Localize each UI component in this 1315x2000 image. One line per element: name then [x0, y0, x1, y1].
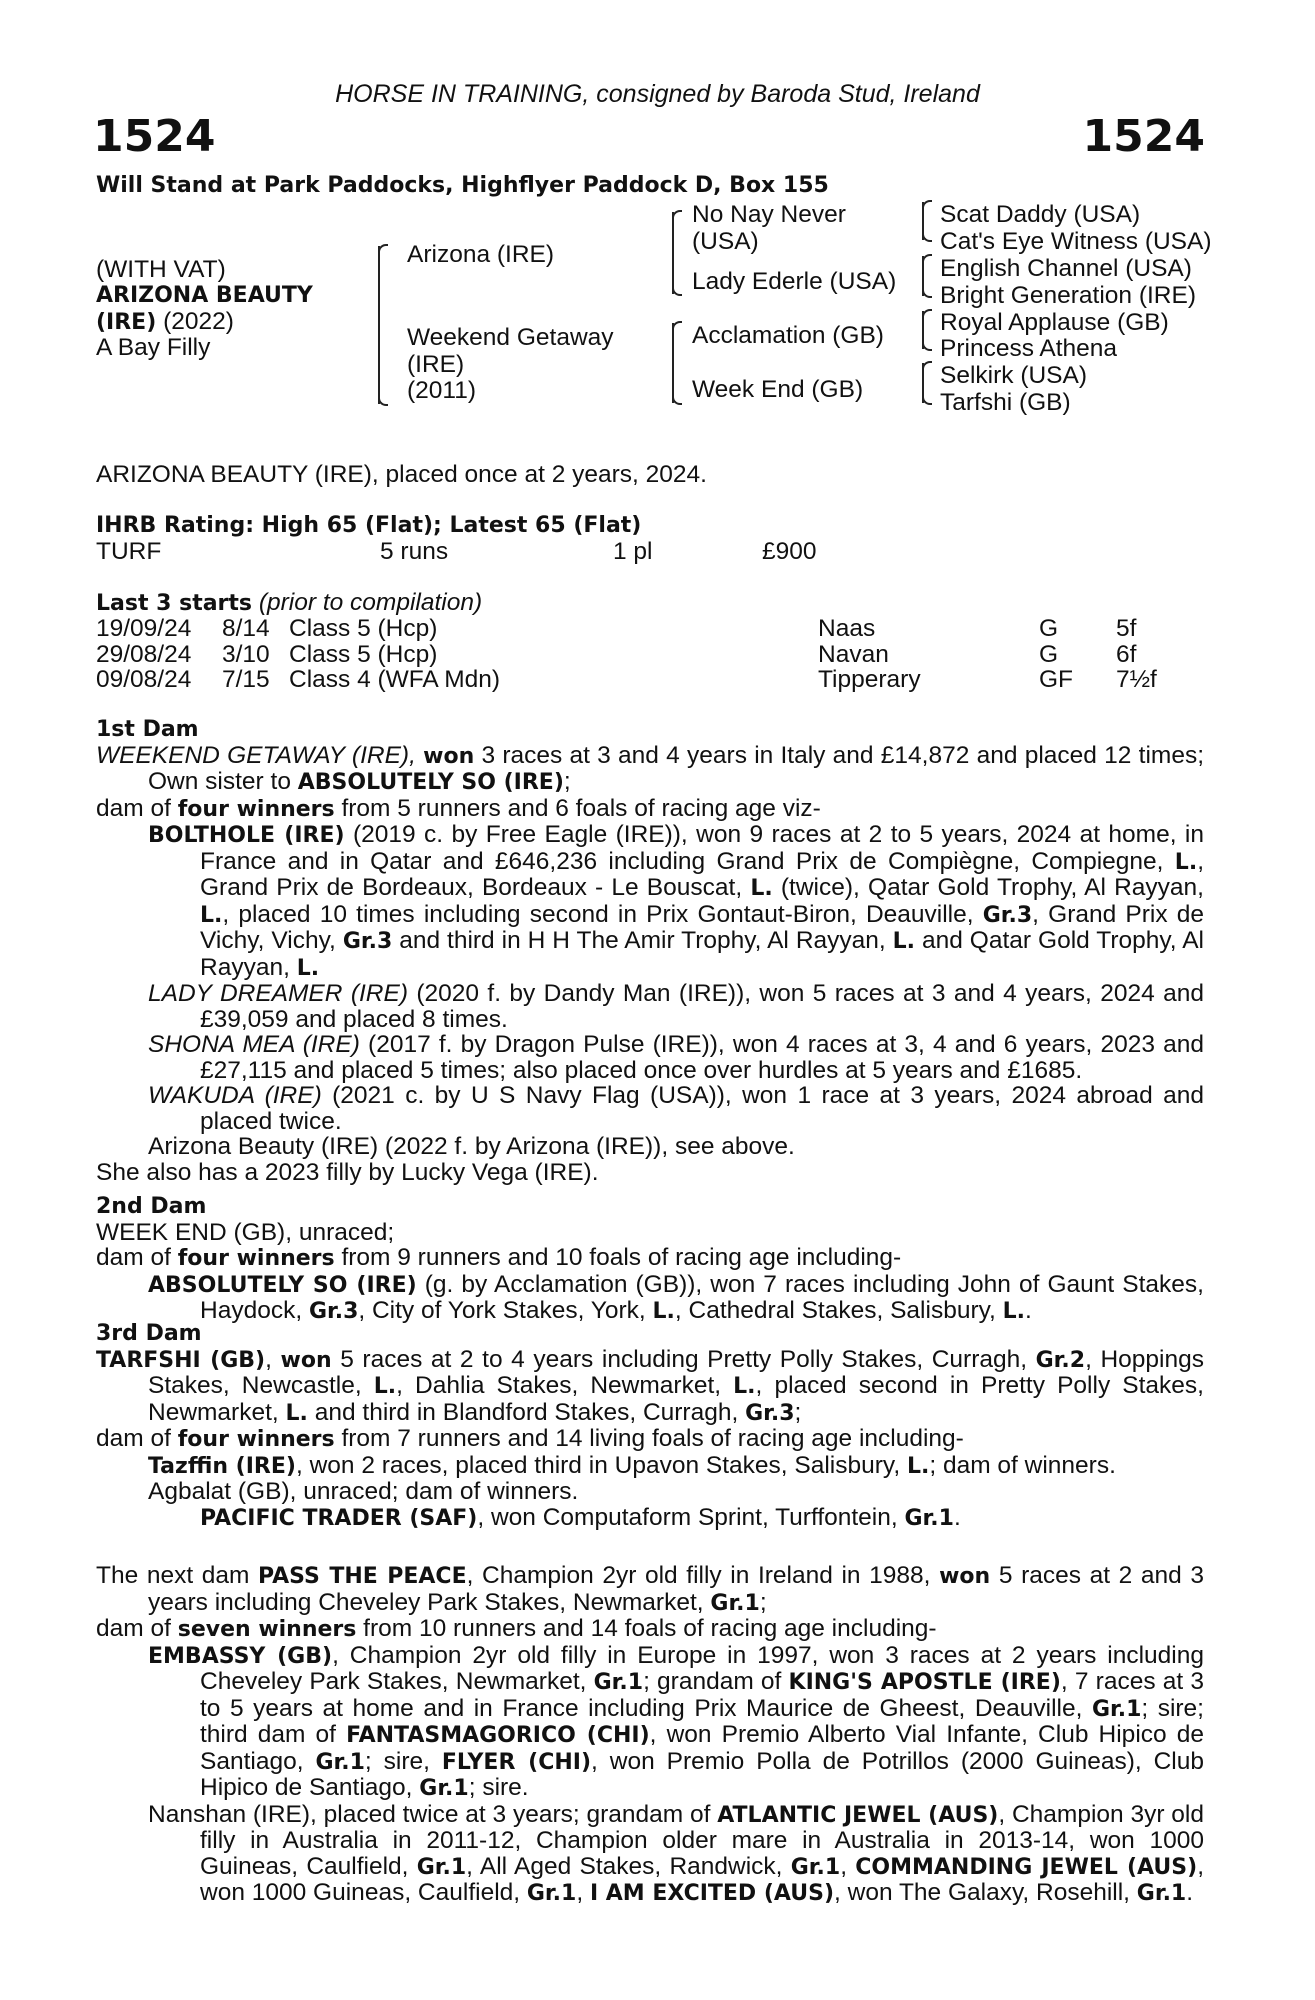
- pedigree-dss: Royal Applause (GB): [940, 309, 1169, 336]
- third-dam-section: [96, 1321, 1204, 1531]
- start-course: Tipperary: [818, 666, 921, 693]
- produce-embassy: EMBASSY (GB), Champion 2yr old filly in Europe in 1997, won 3 races at 2 years including Cheveley Park Stakes, Newmarket, Gr.1; grandam of KING'S APOSTLE (IRE), 7 races at 3 to 5 years at home and in France including Prix Maurice de Gheest, Deauville, Gr.1; sire; third dam of FANTASMAGORICO (CHI), won Premio Alberto Vial Infante, Club Hipico de Santiago, Gr.1; sire, FLYER (CHI), won Premio Polla de Potrillos (2000 Guineas), Club Hipico de Santiago, Gr.1; sire.: [148, 1641, 1205, 1801]
- last-starts-note: (prior to compilation): [258, 589, 483, 616]
- produce-wakuda: WAKUDA (IRE) (2021 c. by U S Navy Flag (USA)), won 1 race at 3 years, 2024 abroad and placed twice.: [148, 1082, 1204, 1135]
- pedigree-dsd: Princess Athena: [940, 335, 1118, 362]
- pedigree-dds: Selkirk (USA): [940, 362, 1088, 389]
- start-date: 19/09/24: [96, 615, 192, 642]
- produce-nanshan: Nanshan (IRE), placed twice at 3 years; grandam of ATLANTIC JEWEL (AUS), Champion 3yr old filly in Australia in 2011-12, Champion older mare in Australia in 2013-14, won 1000 Guineas, Caulfield, Gr.1, All Aged Stakes, Randwick, Gr.1, COMMANDING JEWEL (AUS), won 1000 Guineas, Caulfield, Gr.1, I AM EXCITED (AUS), won The Galaxy, Rosehill, Gr.1.: [148, 1800, 1204, 1906]
- last-starts-table: [0, 616, 1315, 693]
- pedigree-sdd: Bright Generation (IRE): [940, 282, 1196, 309]
- start-course: Navan: [818, 640, 889, 668]
- pedigree-brace-gen1: [378, 246, 380, 404]
- pedigree-sire-sire-1: No Nay Never: [692, 201, 846, 228]
- start-distance: 5f: [1116, 615, 1137, 642]
- second-dam-produce-summary: dam of four winners from 9 runners and 10 foals of racing age including-: [96, 1244, 902, 1271]
- start-position: 7/15: [222, 666, 270, 693]
- produce-bolthole: BOLTHOLE (IRE) (2019 c. by Free Eagle (IRE)), won 9 races at 2 to 5 years, 2024 at home, in France and in Qatar and £646,236 including Grand Prix de Compiègne, Compiegne, L., Grand Prix de Bordeaux, Bordeaux - Le Bouscat, L. (twice), Qatar Gold Trophy, Al Rayyan, L., placed 10 times including second in Prix Gontaut-Biron, Deauville, Gr.3, Grand Prix de Vichy, Vichy, Gr.3 and third in H H The Amir Trophy, Al Rayyan, L. and Qatar Gold Trophy, Al Rayyan, L.: [148, 821, 1205, 981]
- produce-pacific-trader: PACIFIC TRADER (SAF), won Computaform Sprint, Turffontein, Gr.1.: [200, 1503, 961, 1531]
- pedigree-brace-ds: [922, 311, 924, 349]
- first-dam-section: [96, 717, 1204, 1185]
- pedigree-brace-sd: [922, 256, 924, 296]
- rating-surface: TURF: [96, 538, 162, 565]
- start-course: Naas: [818, 615, 876, 642]
- start-going: GF: [1039, 666, 1074, 693]
- second-dam-section: [96, 1194, 1204, 1325]
- pedigree-dam-dam: Week End (GB): [692, 376, 864, 403]
- horse-name: ARIZONA BEAUTY: [96, 283, 313, 308]
- start-race: Class 5 (Hcp): [289, 615, 438, 642]
- rating-title: IHRB Rating: High 65 (Flat); Latest 65 (Flat): [96, 513, 642, 538]
- pedigree-ddd: Tarfshi (GB): [940, 389, 1071, 416]
- start-date: 29/08/24: [96, 640, 192, 668]
- start-race: Class 4 (WFA Mdn): [289, 666, 501, 693]
- produce-absolutely-so: ABSOLUTELY SO (IRE) (g. by Acclamation (GB)), won 7 races including John of Gaunt Stakes, Haydock, Gr.3, City of York Stakes, York, L., Cathedral Stakes, Salisbury, L..: [148, 1270, 1204, 1324]
- produce-shona-mea: SHONA MEA (IRE) (2017 f. by Dragon Pulse (IRE)), won 4 races at 3, 4 and 6 years, 2023 and £27,115 and placed 5 times; also placed once over hurdles at 5 years and £1685.: [148, 1031, 1204, 1084]
- last-starts-heading: [96, 590, 482, 617]
- rating-runs: 5 runs: [380, 538, 449, 565]
- start-race: Class 5 (Hcp): [289, 640, 438, 668]
- pedigree-sire-sire-2: (USA): [692, 228, 759, 255]
- vat-note: (WITH VAT): [96, 256, 226, 283]
- first-dam-produce-summary: dam of four winners from 5 runners and 6 foals of racing age viz-: [96, 794, 821, 822]
- horse-description: A Bay Filly: [96, 334, 211, 361]
- start-going: G: [1039, 615, 1059, 642]
- pedigree-brace-dd: [922, 363, 924, 403]
- start-row: [0, 616, 1315, 642]
- start-position: 3/10: [222, 640, 270, 668]
- pedigree-sire: Arizona (IRE): [407, 241, 555, 268]
- horse-origin-year: [96, 309, 234, 336]
- first-dam-also: She also has a 2023 filly by Lucky Vega (IRE).: [96, 1158, 599, 1186]
- start-row: [0, 667, 1315, 693]
- race-summary: ARIZONA BEAUTY (IRE), placed once at 2 years, 2024.: [96, 461, 707, 488]
- start-distance: 6f: [1116, 640, 1137, 668]
- pedigree-dam-line3: (2011): [407, 377, 477, 404]
- pedigree-brace-ss: [922, 202, 924, 240]
- rating-placed: 1 pl: [613, 538, 653, 565]
- pedigree-sire-dam: Lady Ederle (USA): [692, 268, 897, 295]
- start-distance: 7½f: [1116, 666, 1157, 693]
- pedigree-dam-sire: Acclamation (GB): [692, 322, 884, 349]
- horse-year: (2022): [156, 308, 234, 335]
- pedigree-brace-sire: [672, 212, 674, 294]
- pedigree-dam-line2: (IRE): [407, 351, 465, 378]
- start-row: [0, 642, 1315, 668]
- first-dam-record: WEEKEND GETAWAY (IRE), won 3 races at 3 and 4 years in Italy and £14,872 and placed 12 times; Own sister to ABSOLUTELY SO (IRE);: [96, 741, 1205, 795]
- next-dam-section: [96, 1563, 1204, 1907]
- start-going: G: [1039, 640, 1059, 668]
- second-dam-heading: 2nd Dam: [96, 1194, 207, 1219]
- rating-prize: £900: [762, 538, 817, 565]
- start-date: 09/08/24: [96, 666, 192, 693]
- next-dam-produce-summary: dam of seven winners from 10 runners and 14 foals of racing age including-: [96, 1615, 937, 1642]
- lot-number-right: 1524: [1082, 111, 1205, 162]
- third-dam-heading: 3rd Dam: [96, 1321, 202, 1346]
- first-dam-heading: 1st Dam: [96, 717, 199, 742]
- second-dam-record: WEEK END (GB), unraced;: [96, 1218, 395, 1246]
- pedigree-brace-dam: [672, 323, 674, 403]
- next-dam-record: The next dam PASS THE PEACE, Champion 2yr old filly in Ireland in 1988, won 5 races at 2 and 3 years including Cheveley Park Stakes, Newmarket, Gr.1;: [96, 1562, 1205, 1616]
- produce-arizona-beauty: Arizona Beauty (IRE) (2022 f. by Arizona (IRE)), see above.: [148, 1133, 795, 1160]
- last-starts-title: Last 3 starts: [96, 591, 253, 616]
- pedigree-sss: Scat Daddy (USA): [940, 201, 1141, 228]
- pedigree-ssd: Cat's Eye Witness (USA): [940, 228, 1212, 255]
- lot-number-left: 1524: [93, 111, 216, 162]
- produce-agbalat: Agbalat (GB), unraced; dam of winners.: [148, 1478, 579, 1505]
- horse-origin: (IRE): [96, 310, 157, 335]
- pedigree-dam-line1: Weekend Getaway: [407, 324, 614, 351]
- pedigree-sds: English Channel (USA): [940, 255, 1192, 282]
- start-position: 8/14: [222, 615, 270, 642]
- produce-lady-dreamer: LADY DREAMER (IRE) (2020 f. by Dandy Man (IRE)), won 5 races at 3 and 4 years, 2024 and £39,059 and placed 8 times.: [148, 980, 1204, 1033]
- location-line: Will Stand at Park Paddocks, Highflyer Paddock D, Box 155: [96, 173, 829, 198]
- consignment-line: HORSE IN TRAINING, consigned by Baroda Stud, Ireland: [335, 80, 980, 108]
- produce-tazffin: Tazffin (IRE), won 2 races, placed third in Upavon Stakes, Salisbury, L.; dam of winners.: [148, 1451, 1116, 1479]
- third-dam-record: TARFSHI (GB), won 5 races at 2 to 4 years including Pretty Polly Stakes, Curragh, Gr.2, Hoppings Stakes, Newcastle, L., Dahlia Stakes, Newmarket, L., placed second in Pretty Polly Stakes, Newmarket, L. and third in Blandford Stakes, Curragh, Gr.3;: [96, 1345, 1204, 1426]
- third-dam-produce-summary: dam of four winners from 7 runners and 14 living foals of racing age including-: [96, 1425, 964, 1452]
